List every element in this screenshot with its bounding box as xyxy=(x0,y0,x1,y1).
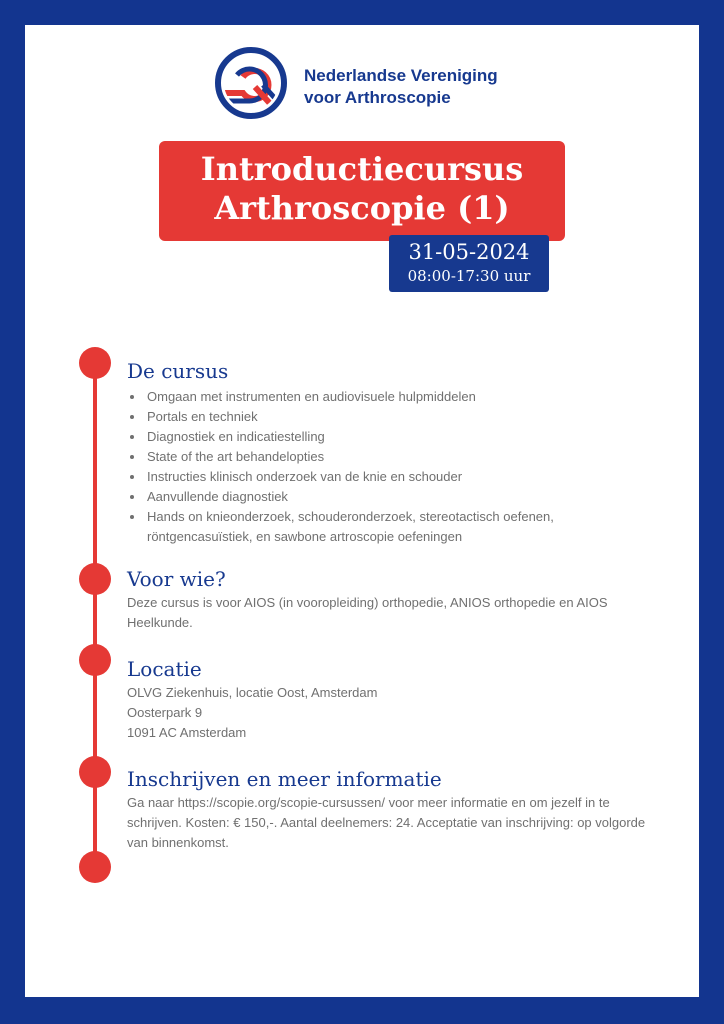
section-heading: Voor wie? xyxy=(127,567,226,591)
section-location xyxy=(127,655,647,743)
nva-logo xyxy=(215,47,287,119)
location-line: Oosterpark 9 xyxy=(127,705,203,720)
organization-name xyxy=(304,65,498,109)
list-item: • Aanvullende diagnostiek xyxy=(145,487,647,507)
flyer-page xyxy=(25,25,699,997)
course-title xyxy=(159,141,565,241)
location-line: OLVG Ziekenhuis, locatie Oost, Amsterdam xyxy=(127,685,378,700)
date-badge xyxy=(389,235,549,292)
section-course xyxy=(127,357,647,547)
timeline-dot xyxy=(79,644,111,676)
list-item: • State of the art behandelopties xyxy=(145,447,647,467)
location-line: 1091 AC Amsterdam xyxy=(127,725,247,740)
section-audience xyxy=(127,565,647,633)
course-topics-list xyxy=(127,387,647,547)
list-item: • Diagnostiek en indicatiestelling xyxy=(145,427,647,447)
list-item: • Hands on knieonderzoek, schouderonderzoek, stereotactisch oefenen, röntgencasuïstiek, en sawbone artroscopie oefeningen xyxy=(145,507,647,547)
section-heading: Inschrijven en meer informatie xyxy=(127,767,442,791)
course-date: 31-05-2024 xyxy=(408,240,530,264)
audience-text: Deze cursus is voor AIOS (in vooropleiding) orthopedie, ANIOS orthopedie en AIOS Heelkunde. xyxy=(127,595,608,630)
timeline-line xyxy=(93,363,97,867)
title-line1: Introductiecursus xyxy=(200,150,524,188)
section-heading: De cursus xyxy=(127,359,229,383)
section-heading: Locatie xyxy=(127,657,202,681)
timeline-dot xyxy=(79,563,111,595)
timeline-dot xyxy=(79,851,111,883)
title-line2: Arthroscopie (1) xyxy=(214,189,510,227)
registration-text: Ga naar https://scopie.org/scopie-cursussen/ voor meer informatie en om jezelf in te schrijven. Kosten: € 150,-. Aantal deelnemers: 24. Acceptatie van inschrijving: op volgorde van binnenkomst. xyxy=(127,795,646,850)
section-registration xyxy=(127,765,647,853)
timeline-dot xyxy=(79,347,111,379)
list-item: • Omgaan met instrumenten en audiovisuele hulpmiddelen xyxy=(145,387,647,407)
list-item: • Portals en techniek xyxy=(145,407,647,427)
org-name-line2: voor Arthroscopie xyxy=(304,88,451,107)
timeline-dot xyxy=(79,756,111,788)
org-name-line1: Nederlandse Vereniging xyxy=(304,66,498,85)
list-item: • Instructies klinisch onderzoek van de knie en schouder xyxy=(145,467,647,487)
course-time: 08:00-17:30 uur xyxy=(407,267,531,285)
